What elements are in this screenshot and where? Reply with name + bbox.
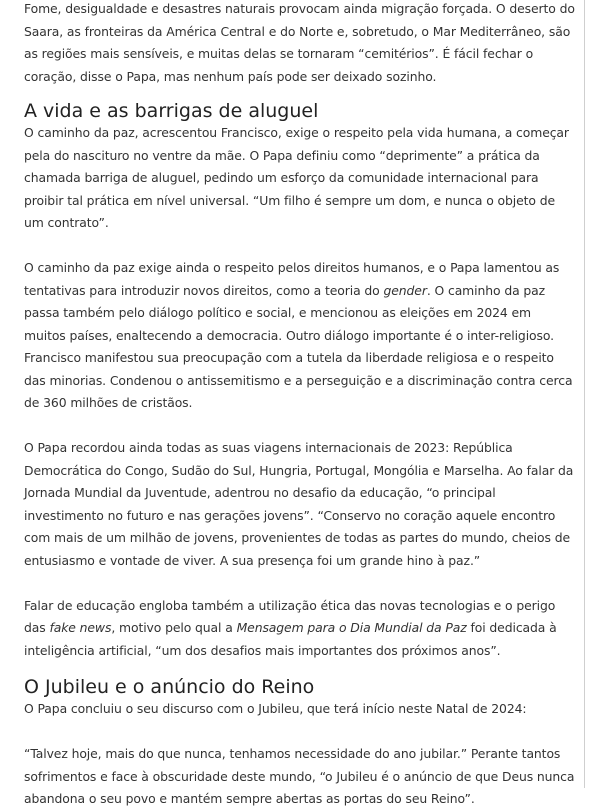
heading-jubileu: O Jubileu e o anúncio do Reino — [24, 676, 315, 698]
paragraph-educacao-fake-news: fake news — [49, 620, 112, 635]
paragraph-jubileu: O Papa concluiu o seu discurso com o Jubileu, que terá início neste Natal de 2024: — [24, 701, 527, 716]
article-body — [24, 0, 585, 806]
paragraph-direitos-part1: O caminho da paz exige ainda o respeito pelos direitos humanos, e o Papa lamentou as tentativas para introduzir novos direitos, como a teoria do — [24, 260, 560, 298]
paragraph-vida: O caminho da paz, acrescentou Francisco, exige o respeito pela vida humana, a começar pela do nascituro no ventre da mãe. O Papa definiu como “deprimente” a prática da chamada barriga de aluguel, pedindo um esforço da comunidade internacional para proibir tal prática em nível universal. “Um filho é sempre um dom, e nunca o objeto de um contrato”. — [24, 125, 569, 230]
paragraph-educacao — [24, 595, 576, 663]
paragraph-educacao-part3: foi dedicada à inteligência artificial, “um dos desafios mais importantes dos próximos anos”. — [24, 620, 557, 658]
paragraph-quote: “Talvez hoje, mais do que nunca, tenhamos necessidade do ano jubilar.” Perante tantos sofrimentos e face à obscuridade deste mundo, “o Jubileu é o anúncio de que Deus nunca abandona o seu povo e mantém sempre abertas as portas do seu Reino”. — [24, 746, 575, 806]
paragraph-viagens: O Papa recordou ainda todas as suas viagens internacionais de 2023: República Democrática do Congo, Sudão do Sul, Hungria, Portugal, Mongólia e Marselha. Ao falar da Jornada Mundial da Juventude, adentrou no desafio da educação, “o principal investimento no futuro e nas gerações jovens”. “Conservo no coração aquele encontro com mais de um milhão de jovens, provenientes de todas as partes do mundo, cheios de entusiasmo e vontade de viver. A sua presença foi um grande hino à paz.” — [24, 440, 574, 568]
paragraph-educacao-part2: , motivo pelo qual a — [111, 620, 237, 635]
paragraph-educacao-mensagem: Mensagem para o Dia Mundial da Paz — [236, 620, 467, 635]
paragraph-direitos-part2: . O caminho da paz passa também pelo diálogo político e social, e mencionou as eleições em 2024 em muitos países, enaltecendo a democracia. Outro diálogo importante é o inter-religioso. Francisco manifestou sua preocupação com a tutela da liberdade religiosa e o respeito das minorias. Condenou o antissemitismo e a perseguição e a discriminação contra cerca de 360 milhões de cristãos. — [24, 282, 573, 410]
paragraph-educacao-part1: Falar de educação engloba também a utilização ética das novas tecnologias e o perigo das — [24, 597, 556, 635]
paragraph-direitos — [24, 257, 576, 415]
paragraph-migration: Fome, desigualdade e desastres naturais provocam ainda migração forçada. O deserto do Saara, as fronteiras da América Central e do Norte e, sobretudo, o Mar Mediterrâneo, são as regiões mais sensíveis, e muitas delas se tornaram “cemitérios”. É fácil fechar o coração, disse o Papa, mas nenhum país pode ser deixado sozinho. — [24, 1, 575, 84]
heading-vida: A vida e as barrigas de aluguel — [24, 100, 319, 122]
paragraph-direitos-gender: gender — [383, 282, 427, 298]
